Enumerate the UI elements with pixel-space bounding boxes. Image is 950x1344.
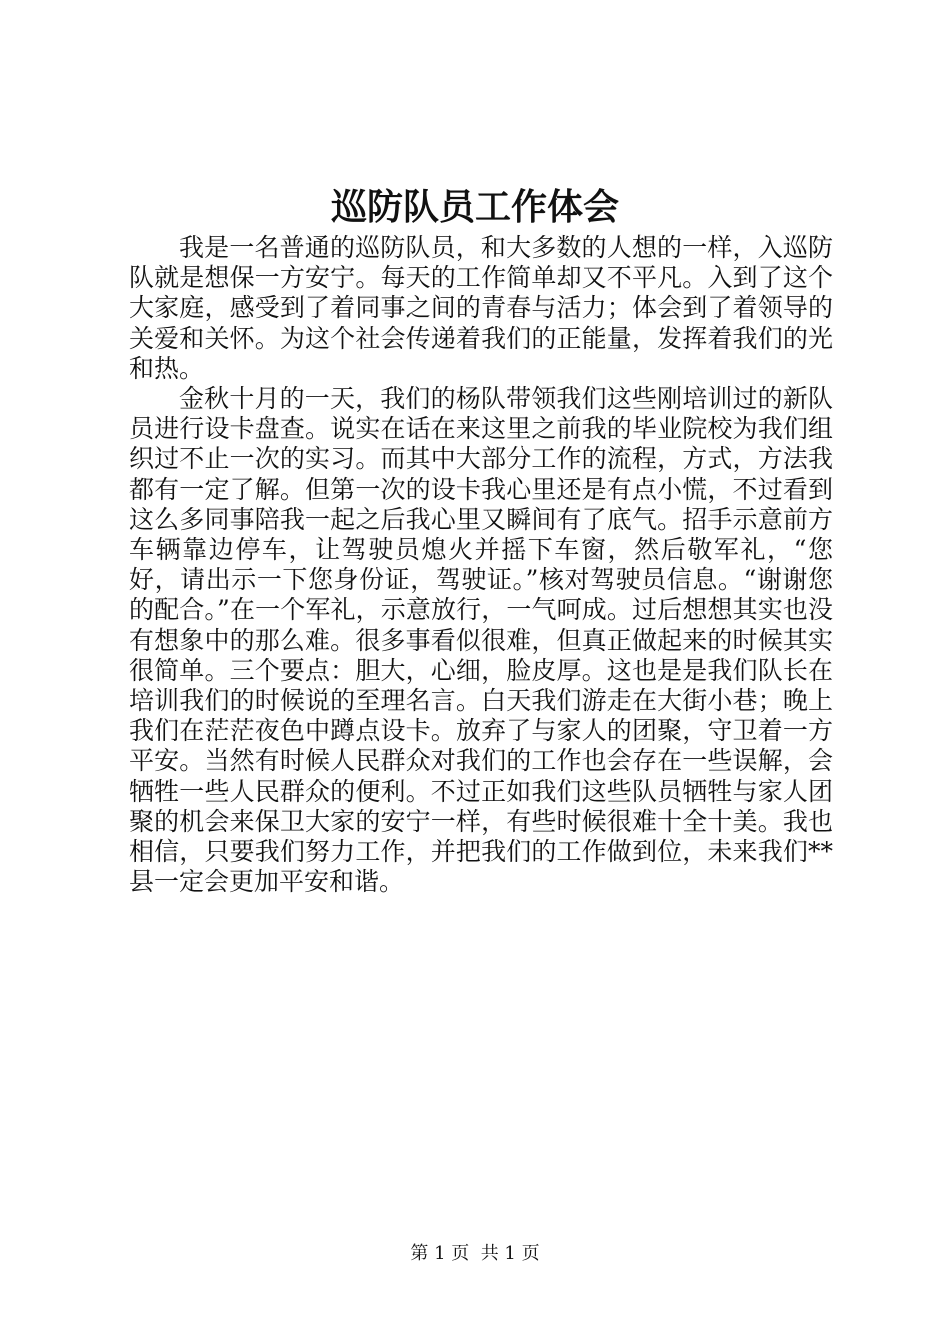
page-footer bbox=[0, 1242, 950, 1266]
document-title: 巡防队员工作体会 bbox=[330, 187, 619, 228]
paragraph-2: 金秋十月的一天，我们的杨队带领我们这些刚培训过的新队员进行设卡盘查。说实在话在来这里之前我的毕业院校为我们组织过不止一次的实习。而其中大部分工作的流程，方式，方法我都有一定了解。但第一次的设卡我心里还是有点小慌，不过看到这么多同事陪我一起之后我心里又瞬间有了底气。招手示意前方车辆靠边停车，让驾驶员熄火并摇下车窗，然后敬军礼，“您好，请出示一下您身份证，驾驶证。”核对驾驶员信息。“谢谢您的配合。”在一个军礼，示意放行，一气呵成。过后想想其实也没有想象中的那么难。很多事看似很难，但真正做起来的时候其实很简单。三个要点：胆大，心细，脸皮厚。这也是是我们队长在培训我们的时候说的至理名言。白天我们游走在大街小巷；晚上我们在茫茫夜色中蹲点设卡。放弃了与家人的团聚，守卫着一方平安。当然有时候人民群众对我们的工作也会存在一些误解，会牺牲一些人民群众的便利。不过正如我们这些队员牺牲与家人团聚的机会来保卫大家的安宁一样，有些时候很难十全十美。我也相信，只要我们努力工作，并把我们的工作做到位，未来我们**县一定会更加平安和谐。 bbox=[129, 384, 833, 897]
page-number-label: 第 1 页 共 1 页 bbox=[410, 1243, 540, 1264]
paragraph-1: 我是一名普通的巡防队员，和大多数的人想的一样，入巡防队就是想保一方安宁。每天的工作简单却又不平凡。入到了这个大家庭，感受到了着同事之间的青春与活力；体会到了着领导的关爱和关怀。为这个社会传递着我们的正能量，发挥着我们的光和热。 bbox=[129, 233, 833, 383]
document-body bbox=[129, 233, 833, 897]
